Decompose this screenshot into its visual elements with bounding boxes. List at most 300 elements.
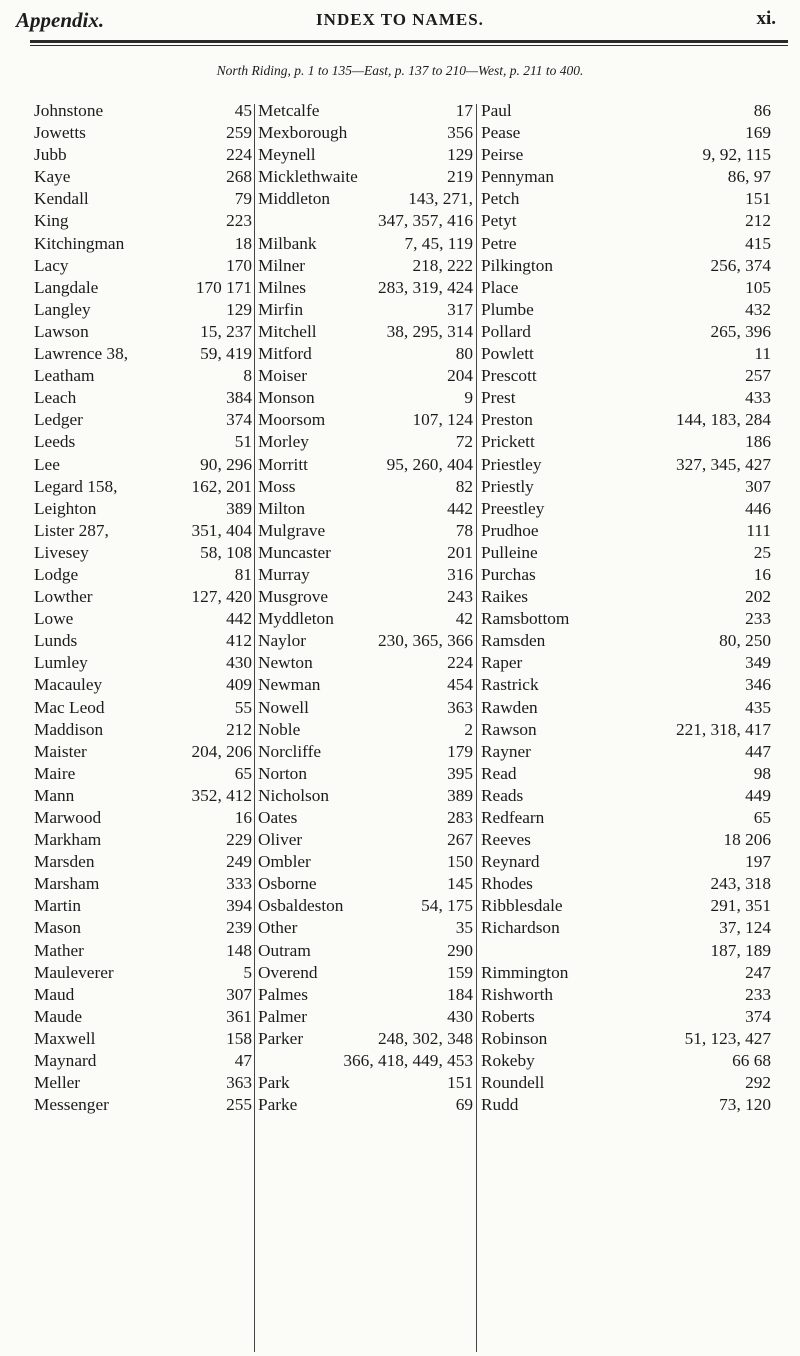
entry-surname: Lowe [34,609,74,629]
index-entry [481,674,771,696]
entry-page-numbers: 374 [226,410,252,430]
entry-page-numbers: 389 [226,498,252,518]
entry-surname: Rhodes [481,874,533,894]
entry-page-numbers: 204 [447,366,473,386]
entry-surname: Reeves [481,830,531,850]
index-entry [481,520,771,542]
entry-surname: Marwood [34,808,102,827]
entry-page-numbers: 307 [226,984,252,1004]
entry-page-numbers: 9, 92, 115 [702,145,771,165]
index-entry [258,409,473,431]
index-entry [258,100,473,122]
entry-surname: Mitchell [258,321,317,341]
index-entry [34,763,252,785]
entry-surname: Muncaster [258,542,331,562]
index-entry [481,542,771,564]
entry-surname: Reads [481,785,524,805]
entry-page-numbers: 351, 404 [191,520,252,540]
entry-surname: Pease [481,123,521,143]
entry-page-numbers: 95, 260, 404 [386,454,473,474]
entry-surname: Rayner [481,741,531,761]
entry-surname: Metcalfe [258,101,320,120]
entry-page-numbers: 361 [226,1006,252,1026]
entry-surname: Legard 158, [34,476,118,496]
entry-surname: Ribblesdale [481,896,563,916]
entry-surname: Powlett [481,344,534,364]
entry-surname: Rishworth [481,984,554,1004]
entry-page-numbers: 55 [234,697,252,717]
entry-page-numbers: 394 [226,896,252,916]
index-entry [481,1072,771,1094]
entry-page-numbers: 15, 237 [200,321,252,341]
running-head-title: INDEX TO NAMES. [316,10,484,29]
index-entry [258,1006,473,1028]
index-entry [481,454,771,476]
entry-surname: Maynard [34,1051,97,1071]
entry-page-numbers: 374 [745,1006,771,1026]
entry-surname: Kendall [34,189,89,209]
entry-page-numbers: 16 [234,808,252,827]
entry-surname: Osborne [258,874,317,894]
entry-page-numbers: 5 [243,962,252,982]
entry-surname: Kaye [34,167,71,187]
entry-page-numbers: 384 [226,388,252,408]
index-entry [258,1072,473,1094]
index-entry [258,697,473,719]
index-entry [481,829,771,851]
entry-surname: Middleton [258,189,331,209]
index-entry [481,984,771,1006]
index-entry [34,387,252,409]
index-entry [481,940,771,962]
entry-surname: Milton [258,498,306,518]
entry-page-numbers: 129 [447,145,473,165]
index-entry [34,940,252,962]
index-entry [258,299,473,321]
index-entry [34,365,252,387]
entry-surname: Kitchingman [34,233,125,253]
entry-surname: Purchas [481,564,536,584]
index-entry [481,255,771,277]
index-entry [34,520,252,542]
index-entry [258,741,473,763]
entry-surname: Petch [481,189,520,209]
index-entry [481,697,771,719]
entry-page-numbers: 224 [447,653,473,673]
entry-page-numbers: 243 [447,587,473,607]
index-entry [258,476,473,498]
entry-surname: Roberts [481,1006,535,1026]
index-entry [258,807,473,829]
entry-surname: Mulgrave [258,520,326,540]
entry-surname: Parker [258,1028,304,1048]
running-head-left: Appendix. [16,8,105,32]
index-column-1 [34,100,252,1116]
entry-page-numbers: 58, 108 [200,542,252,562]
entry-surname: Leatham [34,366,95,386]
index-entry [258,608,473,630]
entry-surname: Ramsden [481,631,546,651]
entry-surname: Morritt [258,454,308,474]
index-entry [258,542,473,564]
index-entry [481,895,771,917]
index-entry [34,476,252,498]
entry-surname: Myddleton [258,609,334,629]
entry-page-numbers: 447 [745,741,771,761]
entry-page-numbers: 105 [745,277,771,297]
page-number: xi. [756,8,776,29]
index-entry [481,122,771,144]
entry-surname: Ramsbottom [481,609,570,629]
index-entry [258,387,473,409]
index-entry [34,498,252,520]
entry-page-numbers: 151 [745,189,771,209]
entry-surname: Mason [34,918,82,938]
entry-page-numbers: 150 [447,852,473,872]
entry-surname: Richardson [481,918,560,938]
index-entry [258,431,473,453]
entry-page-numbers: 187, 189 [710,940,771,960]
entry-surname: Mather [34,940,84,960]
entry-surname: Osbaldeston [258,896,344,916]
entry-page-numbers: 255 [226,1095,252,1115]
entry-page-numbers: 307 [745,476,771,496]
index-entry [258,188,473,210]
entry-page-numbers: 72 [455,432,473,452]
entry-page-numbers: 249 [226,852,252,872]
entry-page-numbers: 143, 271, [408,189,473,209]
index-entry [258,763,473,785]
index-entry [258,785,473,807]
index-entry [481,763,771,785]
index-entry [481,917,771,939]
entry-surname: Rawden [481,697,538,717]
index-entry [34,962,252,984]
entry-page-numbers: 409 [226,675,252,695]
entry-page-numbers: 352, 412 [191,785,252,805]
entry-page-numbers: 129 [226,299,252,319]
entry-page-numbers: 2 [464,719,473,739]
entry-surname: Lumley [34,653,88,673]
entry-page-numbers: 363 [447,697,473,717]
index-entry [481,719,771,741]
index-entry [258,1094,473,1116]
entry-page-numbers: 346 [745,675,771,695]
index-entry [258,719,473,741]
entry-surname: Naylor [258,631,306,651]
index-entry [481,299,771,321]
entry-surname: Robinson [481,1028,548,1048]
entry-surname: Preestley [481,498,545,518]
entry-surname: King [34,211,69,231]
index-entry [34,984,252,1006]
entry-page-numbers: 16 [753,564,771,584]
entry-page-numbers: 69 [455,1095,473,1115]
entry-page-numbers: 90, 296 [200,454,252,474]
index-entry [34,1094,252,1116]
index-entry [34,829,252,851]
entry-surname: Other [258,918,298,938]
entry-surname: Johnstone [34,101,104,120]
entry-page-numbers: 257 [745,366,771,386]
entry-surname: Lister 287, [34,520,109,540]
entry-surname: Macauley [34,675,103,695]
entry-surname: Lawrence 38, [34,344,129,364]
index-entry [481,851,771,873]
index-entry [258,895,473,917]
entry-surname: Norton [258,763,307,783]
index-entry [481,431,771,453]
entry-surname: Lawson [34,321,89,341]
entry-page-numbers: 82 [455,476,473,496]
index-entry [258,940,473,962]
entry-page-numbers: 265, 396 [710,321,771,341]
entry-page-numbers: 395 [447,763,473,783]
entry-page-numbers: 433 [745,388,771,408]
entry-surname: Plumbe [481,299,534,319]
entry-page-numbers: 349 [745,653,771,673]
index-column-2 [258,100,473,1116]
entry-surname: Nicholson [258,785,330,805]
entry-page-numbers: 259 [226,123,252,143]
entry-page-numbers: 290 [447,940,473,960]
index-entry [34,233,252,255]
entry-surname: Jubb [34,145,67,165]
entry-page-numbers: 86 [753,101,771,120]
entry-page-numbers: 212 [745,211,771,231]
entry-surname: Milner [258,255,306,275]
entry-page-numbers: 65 [753,808,771,827]
entry-page-numbers: 248, 302, 348 [377,1028,473,1048]
entry-surname: Moiser [258,366,307,386]
index-entry [481,321,771,343]
entry-page-numbers: 389 [447,785,473,805]
entry-surname: Lee [34,454,60,474]
entry-page-numbers: 7, 45, 119 [404,233,473,253]
entry-page-numbers: 66 68 [732,1051,771,1071]
entry-page-numbers: 268 [226,167,252,187]
entry-page-numbers: 327, 345, 427 [675,454,771,474]
entry-page-numbers: 170 [226,255,252,275]
entry-surname: Petre [481,233,517,253]
entry-page-numbers: 184 [447,984,473,1004]
entry-page-numbers: 47 [234,1051,252,1071]
entry-surname: Leeds [34,432,76,452]
entry-surname: Parke [258,1095,298,1115]
index-entry [481,343,771,365]
entry-page-numbers: 127, 420 [191,587,252,607]
entry-surname: Pulleine [481,542,538,562]
entry-page-numbers: 219 [447,167,473,187]
entry-surname: Prickett [481,432,535,452]
entry-page-numbers: 73, 120 [719,1095,771,1115]
entry-surname: Lodge [34,564,79,584]
entry-page-numbers: 366, 418, 449, 453 [343,1051,473,1071]
entry-surname: Mirfin [258,299,304,319]
entry-page-numbers: 145 [447,874,473,894]
entry-page-numbers: 9 [464,388,473,408]
index-entry [258,851,473,873]
index-entry [34,608,252,630]
index-entry [34,210,252,232]
entry-surname: Langley [34,299,91,319]
index-entry [481,962,771,984]
entry-page-numbers: 212 [226,719,252,739]
entry-surname: Ledger [34,410,83,430]
entry-surname: Langdale [34,277,99,297]
entry-surname: Maud [34,984,75,1004]
entry-surname: Peirse [481,145,524,165]
index-entry [34,166,252,188]
entry-page-numbers: 54, 175 [421,896,473,916]
entry-surname: Messenger [34,1095,109,1115]
entry-surname: Noble [258,719,301,739]
index-entry [258,166,473,188]
entry-page-numbers: 98 [753,763,771,783]
entry-page-numbers: 247 [745,962,771,982]
index-entry [34,1050,252,1072]
entry-page-numbers: 159 [447,962,473,982]
entry-page-numbers: 59, 419 [200,344,252,364]
entry-surname: Oliver [258,830,303,850]
entry-surname: Moorsom [258,410,326,430]
entry-page-numbers: 45 [234,101,252,120]
entry-page-numbers: 256, 374 [710,255,771,275]
index-entry [258,343,473,365]
index-entry [34,409,252,431]
entry-page-numbers: 35 [455,918,473,938]
entry-surname: Maude [34,1006,82,1026]
entry-surname: Leach [34,388,77,408]
entry-surname: Petyt [481,211,517,231]
entry-surname: Monson [258,388,315,408]
entry-page-numbers: 267 [447,830,473,850]
index-entry [258,255,473,277]
entry-surname: Newton [258,653,313,673]
entry-page-numbers: 239 [226,918,252,938]
entry-surname: Rastrick [481,675,539,695]
entry-surname: Place [481,277,519,297]
index-entry [481,387,771,409]
entry-page-numbers: 80, 250 [719,631,771,651]
index-entry [481,873,771,895]
entry-surname: Read [481,763,517,783]
entry-surname: Martin [34,896,82,916]
entry-surname: Moss [258,476,296,496]
entry-surname: Norcliffe [258,741,322,761]
index-entry [481,188,771,210]
entry-surname: Maister [34,741,87,761]
index-entry [258,1050,473,1072]
entry-surname: Overend [258,962,318,982]
entry-surname: Rokeby [481,1051,535,1071]
entry-surname: Milnes [258,277,307,297]
entry-surname: Maxwell [34,1028,96,1048]
entry-surname: Pilkington [481,255,554,275]
entry-surname: Lunds [34,631,78,651]
entry-surname: Newman [258,675,321,695]
entry-page-numbers: 442 [226,609,252,629]
entry-surname: Mac Leod [34,697,105,717]
entry-page-numbers: 8 [243,366,252,386]
entry-page-numbers: 107, 124 [412,410,473,430]
entry-surname: Mexborough [258,123,348,143]
entry-page-numbers: 363 [226,1073,252,1093]
entry-surname: Maire [34,763,76,783]
index-entry [481,1006,771,1028]
index-entry [258,829,473,851]
index-entry [258,122,473,144]
entry-surname: Leighton [34,498,97,518]
entry-page-numbers: 223 [226,211,252,231]
entry-page-numbers: 415 [745,233,771,253]
entry-page-numbers: 221, 318, 417 [675,719,771,739]
entry-surname: Lowther [34,587,93,607]
entry-page-numbers: 144, 183, 284 [675,410,771,430]
index-entry [34,343,252,365]
index-entry [34,652,252,674]
entry-page-numbers: 51 [234,432,252,452]
index-entry [34,741,252,763]
index-entry [481,785,771,807]
index-entry [34,100,252,122]
entry-page-numbers: 432 [745,299,771,319]
entry-page-numbers: 292 [745,1073,771,1093]
index-entry [34,895,252,917]
header-rule-thick [30,40,788,43]
index-entry [481,365,771,387]
entry-surname: Redfearn [481,808,545,827]
index-entry [258,564,473,586]
entry-surname: Rawson [481,719,537,739]
index-entry [481,564,771,586]
entry-page-numbers: 186 [745,432,771,452]
index-entry [258,630,473,652]
entry-surname: Meynell [258,145,316,165]
page-header [0,0,800,38]
entry-surname: Jowetts [34,123,86,143]
index-entry [481,608,771,630]
index-entry [258,144,473,166]
entry-surname: Lacy [34,255,69,275]
index-column-3 [481,100,771,1116]
entry-surname: Prest [481,388,516,408]
index-entry [34,431,252,453]
index-entry [258,917,473,939]
entry-page-numbers: 230, 365, 366 [377,631,473,651]
entry-surname: Palmer [258,1006,307,1026]
entry-surname: Maddison [34,719,104,739]
entry-page-numbers: 317 [447,299,473,319]
index-entry [34,1072,252,1094]
index-entry [34,697,252,719]
index-entry [258,873,473,895]
entry-page-numbers: 204, 206 [191,741,252,761]
index-entry [258,321,473,343]
index-entry [34,719,252,741]
entry-surname: Murray [258,564,310,584]
entry-page-numbers: 233 [745,984,771,1004]
entry-page-numbers: 446 [745,498,771,518]
index-entry [34,144,252,166]
entry-surname: Nowell [258,697,309,717]
index-entry [481,807,771,829]
index-entry [34,586,252,608]
index-entry [258,520,473,542]
entry-page-numbers: 42 [455,609,473,629]
index-entry [258,984,473,1006]
index-entry [34,277,252,299]
